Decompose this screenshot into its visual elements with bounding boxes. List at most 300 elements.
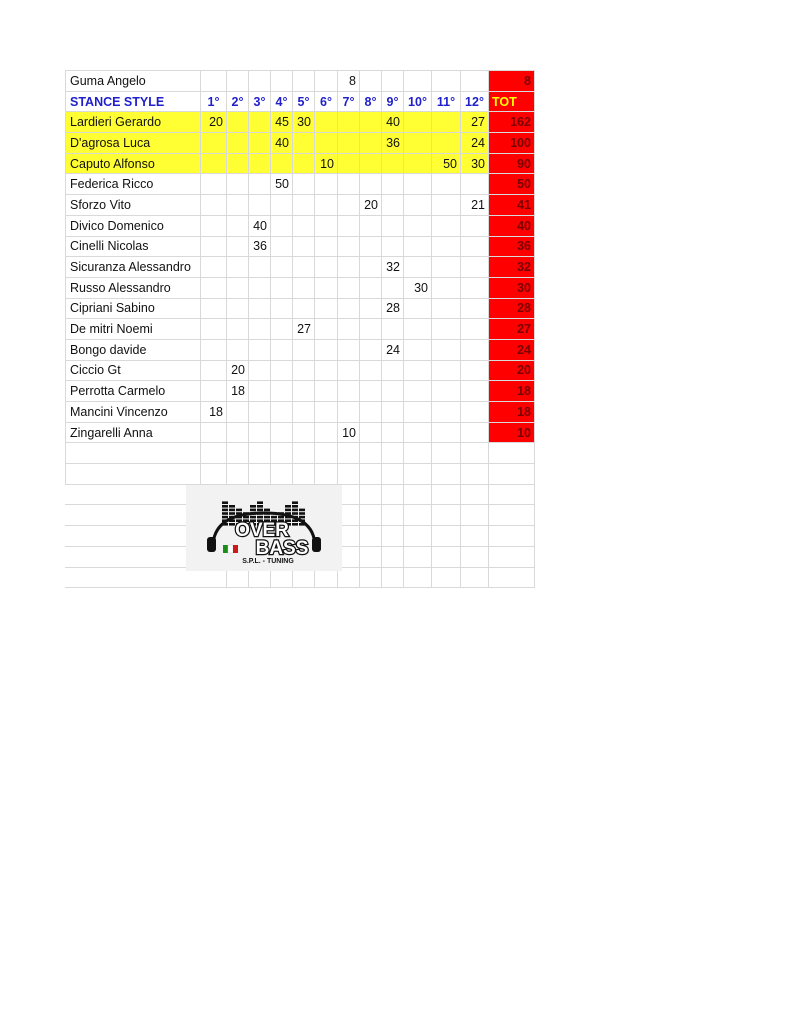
round-score [201, 71, 227, 92]
equalizer-bar [278, 516, 284, 519]
table-row [66, 277, 535, 298]
round-score: 50 [271, 174, 293, 195]
round-score [432, 360, 461, 381]
equalizer-bar [229, 505, 235, 508]
equalizer-bar [257, 509, 263, 512]
round-header: 4° [271, 91, 293, 112]
equalizer-bar [250, 505, 256, 508]
round-score [360, 112, 382, 133]
table-row [66, 339, 535, 360]
round-score [293, 381, 315, 402]
round-score [404, 298, 432, 319]
round-score [461, 236, 489, 257]
round-score: 30 [404, 277, 432, 298]
round-score [201, 174, 227, 195]
table-row [66, 257, 535, 278]
round-score [338, 174, 360, 195]
driver-name: Ciccio Gt [66, 360, 201, 381]
round-score [338, 339, 360, 360]
empty-cell [382, 505, 404, 526]
empty-cell [489, 526, 535, 547]
total-score: 27 [489, 319, 535, 340]
round-score [271, 71, 293, 92]
round-score [338, 298, 360, 319]
category-title: STANCE STYLE [66, 91, 201, 112]
round-score: 30 [461, 153, 489, 174]
round-score [271, 277, 293, 298]
table-row [66, 133, 535, 154]
empty-cell [432, 505, 461, 526]
equalizer-bar [236, 509, 242, 512]
round-score [271, 195, 293, 216]
round-score [201, 195, 227, 216]
round-score: 18 [227, 381, 249, 402]
round-score [432, 277, 461, 298]
round-score [432, 236, 461, 257]
round-score [461, 174, 489, 195]
empty-cell [404, 526, 432, 547]
round-score [432, 71, 461, 92]
round-score [404, 402, 432, 423]
round-score [360, 153, 382, 174]
overbass-logo [186, 485, 342, 571]
round-score [404, 71, 432, 92]
empty-cell [227, 464, 249, 485]
round-score [293, 195, 315, 216]
round-score [227, 215, 249, 236]
empty-cell [271, 443, 293, 464]
round-score [315, 215, 338, 236]
empty-cell [382, 484, 404, 505]
round-header: 1° [201, 91, 227, 112]
round-score [461, 360, 489, 381]
empty-cell [404, 567, 432, 588]
equalizer-bar [229, 509, 235, 512]
round-score [432, 195, 461, 216]
round-score [382, 71, 404, 92]
logo-tagline: S.P.L. - TUNING [242, 558, 294, 565]
empty-cell [66, 484, 201, 505]
round-score [404, 319, 432, 340]
round-score [227, 174, 249, 195]
total-header: TOT [489, 91, 535, 112]
round-score [360, 339, 382, 360]
round-score [271, 422, 293, 443]
round-score [227, 402, 249, 423]
table-row [66, 422, 535, 443]
round-score [315, 257, 338, 278]
round-score [249, 402, 271, 423]
empty-cell [489, 443, 535, 464]
round-score: 27 [293, 319, 315, 340]
round-score [249, 339, 271, 360]
total-score: 24 [489, 339, 535, 360]
empty-cell [66, 505, 201, 526]
round-score [227, 71, 249, 92]
total-score: 100 [489, 133, 535, 154]
round-score [382, 277, 404, 298]
empty-cell [249, 443, 271, 464]
round-score [271, 257, 293, 278]
table-row [66, 195, 535, 216]
round-score [249, 257, 271, 278]
round-score [201, 360, 227, 381]
round-score [382, 381, 404, 402]
round-score [293, 215, 315, 236]
round-score [382, 360, 404, 381]
round-score [404, 195, 432, 216]
round-header: 2° [227, 91, 249, 112]
empty-cell [461, 546, 489, 567]
empty-cell [404, 443, 432, 464]
driver-name: Mancini Vincenzo [66, 402, 201, 423]
round-score [382, 319, 404, 340]
logo-word-over: OVER [235, 520, 289, 541]
round-score [432, 257, 461, 278]
round-score [249, 381, 271, 402]
driver-name: Guma Angelo [66, 71, 201, 92]
flag-red-stripe [233, 545, 238, 553]
round-score: 10 [338, 422, 360, 443]
round-score [461, 319, 489, 340]
round-score [293, 298, 315, 319]
round-score [360, 381, 382, 402]
round-score [249, 71, 271, 92]
round-score [271, 215, 293, 236]
driver-name: Federica Ricco [66, 174, 201, 195]
total-score: 36 [489, 236, 535, 257]
round-score [293, 339, 315, 360]
round-score [227, 195, 249, 216]
empty-cell [432, 443, 461, 464]
round-score [338, 402, 360, 423]
round-score [315, 381, 338, 402]
total-score: 28 [489, 298, 535, 319]
empty-cell [461, 464, 489, 485]
equalizer-bar [222, 516, 228, 519]
round-score: 40 [249, 215, 271, 236]
round-score [432, 133, 461, 154]
round-score [201, 133, 227, 154]
round-score [432, 339, 461, 360]
empty-cell [432, 526, 461, 547]
round-score [315, 319, 338, 340]
empty-row [66, 443, 535, 464]
round-header: 8° [360, 91, 382, 112]
round-score [201, 236, 227, 257]
driver-name: Lardieri Gerardo [66, 112, 201, 133]
empty-cell [360, 505, 382, 526]
round-score [461, 215, 489, 236]
table-row [66, 298, 535, 319]
logo-word-bass: BASS [255, 538, 309, 559]
headphone-cup-left-icon [207, 537, 216, 552]
round-score [227, 319, 249, 340]
round-score: 20 [201, 112, 227, 133]
empty-cell [382, 526, 404, 547]
round-score [227, 236, 249, 257]
round-score [338, 319, 360, 340]
driver-name: De mitri Noemi [66, 319, 201, 340]
round-score [432, 381, 461, 402]
round-score: 8 [338, 71, 360, 92]
round-score [271, 339, 293, 360]
round-score [404, 153, 432, 174]
empty-cell [338, 464, 360, 485]
equalizer-bar [222, 512, 228, 515]
round-score [293, 174, 315, 195]
round-score [249, 319, 271, 340]
round-score [227, 112, 249, 133]
round-score: 27 [461, 112, 489, 133]
round-score [271, 360, 293, 381]
driver-name: Sforzo Vito [66, 195, 201, 216]
equalizer-bar [257, 501, 263, 504]
round-score [461, 71, 489, 92]
empty-cell [382, 567, 404, 588]
round-score [360, 402, 382, 423]
equalizer-bar [271, 516, 277, 519]
round-score [315, 112, 338, 133]
equalizer-bar [222, 505, 228, 508]
round-score [293, 71, 315, 92]
round-score [432, 422, 461, 443]
equalizer-bar [292, 512, 298, 515]
round-score [227, 422, 249, 443]
round-score [249, 360, 271, 381]
round-score [404, 360, 432, 381]
round-score [338, 277, 360, 298]
round-score [293, 257, 315, 278]
round-score [432, 402, 461, 423]
empty-cell [66, 567, 201, 588]
round-score: 28 [382, 298, 404, 319]
round-score [227, 257, 249, 278]
empty-cell [293, 464, 315, 485]
round-score [249, 277, 271, 298]
round-header: 7° [338, 91, 360, 112]
round-score [360, 360, 382, 381]
total-score: 18 [489, 381, 535, 402]
empty-cell [461, 484, 489, 505]
empty-cell [66, 464, 201, 485]
round-score [404, 236, 432, 257]
round-score [461, 381, 489, 402]
round-score [227, 298, 249, 319]
round-score [249, 298, 271, 319]
empty-cell [461, 567, 489, 588]
equalizer-bar [299, 516, 305, 519]
round-score [315, 298, 338, 319]
table-row [66, 319, 535, 340]
empty-cell [404, 505, 432, 526]
round-score [271, 153, 293, 174]
equalizer-bar [229, 512, 235, 515]
round-score [315, 174, 338, 195]
empty-cell [315, 443, 338, 464]
table-row [66, 153, 535, 174]
round-score [360, 319, 382, 340]
empty-cell [293, 443, 315, 464]
empty-cell [315, 464, 338, 485]
round-score [249, 112, 271, 133]
round-score: 40 [382, 112, 404, 133]
equalizer-bar [257, 505, 263, 508]
round-score [360, 422, 382, 443]
round-score [404, 133, 432, 154]
table-row [66, 174, 535, 195]
total-score: 18 [489, 402, 535, 423]
empty-cell [382, 546, 404, 567]
round-score [382, 422, 404, 443]
driver-name: Bongo davide [66, 339, 201, 360]
round-score [382, 236, 404, 257]
round-score: 18 [201, 402, 227, 423]
round-score [432, 298, 461, 319]
total-score: 40 [489, 215, 535, 236]
round-score: 36 [382, 133, 404, 154]
table-row [66, 71, 535, 92]
round-score [249, 422, 271, 443]
round-score [227, 339, 249, 360]
table-row [66, 402, 535, 423]
round-score: 50 [432, 153, 461, 174]
round-score: 40 [271, 133, 293, 154]
round-score [338, 360, 360, 381]
round-score [338, 257, 360, 278]
round-score [338, 153, 360, 174]
total-score: 8 [489, 71, 535, 92]
empty-cell [461, 443, 489, 464]
total-score: 90 [489, 153, 535, 174]
total-score: 20 [489, 360, 535, 381]
round-score [315, 236, 338, 257]
table-row [66, 112, 535, 133]
driver-name: Cinelli Nicolas [66, 236, 201, 257]
driver-name: Divico Domenico [66, 215, 201, 236]
round-header: 5° [293, 91, 315, 112]
round-score [271, 402, 293, 423]
round-score [360, 215, 382, 236]
round-score [338, 215, 360, 236]
empty-cell [271, 464, 293, 485]
empty-cell [66, 443, 201, 464]
round-score [461, 257, 489, 278]
equalizer-bar [264, 509, 270, 512]
empty-cell [489, 567, 535, 588]
flag-white-stripe [228, 545, 233, 553]
round-score [338, 195, 360, 216]
equalizer-bar [285, 505, 291, 508]
empty-cell [360, 484, 382, 505]
table-row [66, 360, 535, 381]
total-score: 50 [489, 174, 535, 195]
empty-cell [66, 526, 201, 547]
equalizer-bar [292, 505, 298, 508]
round-score [404, 381, 432, 402]
round-score [249, 153, 271, 174]
round-score [360, 133, 382, 154]
equalizer-bar [299, 509, 305, 512]
round-score [338, 236, 360, 257]
empty-cell [432, 484, 461, 505]
empty-cell [404, 464, 432, 485]
round-score [404, 257, 432, 278]
round-score [360, 277, 382, 298]
driver-name: Russo Alessandro [66, 277, 201, 298]
empty-cell [227, 443, 249, 464]
round-score [201, 153, 227, 174]
empty-cell [404, 484, 432, 505]
round-score: 24 [461, 133, 489, 154]
equalizer-bar [285, 509, 291, 512]
round-score [293, 153, 315, 174]
total-score: 10 [489, 422, 535, 443]
empty-cell [489, 505, 535, 526]
round-header: 3° [249, 91, 271, 112]
round-score [293, 236, 315, 257]
round-score [315, 195, 338, 216]
driver-name: Caputo Alfonso [66, 153, 201, 174]
round-score [201, 319, 227, 340]
equalizer-bar [250, 516, 256, 519]
round-score [293, 422, 315, 443]
equalizer-bar [264, 516, 270, 519]
empty-cell [432, 546, 461, 567]
round-score: 20 [227, 360, 249, 381]
equalizer-bar [250, 509, 256, 512]
round-score: 10 [315, 153, 338, 174]
round-score [315, 133, 338, 154]
round-score [461, 422, 489, 443]
round-score: 21 [461, 195, 489, 216]
table-row [66, 215, 535, 236]
round-score [382, 153, 404, 174]
equalizer-bar [257, 516, 263, 519]
round-score [249, 195, 271, 216]
equalizer-bar [222, 501, 228, 504]
round-score [404, 174, 432, 195]
round-score [271, 236, 293, 257]
round-score [293, 277, 315, 298]
driver-name: Perrotta Carmelo [66, 381, 201, 402]
round-score [227, 277, 249, 298]
driver-name: Sicuranza Alessandro [66, 257, 201, 278]
round-score [360, 71, 382, 92]
empty-cell [461, 526, 489, 547]
header-row [66, 91, 535, 112]
round-score [360, 298, 382, 319]
equalizer-bar [299, 512, 305, 515]
round-score [249, 174, 271, 195]
round-score [360, 174, 382, 195]
round-score [315, 71, 338, 92]
round-score [201, 215, 227, 236]
driver-name: Cipriani Sabino [66, 298, 201, 319]
table-row [66, 381, 535, 402]
round-score [461, 277, 489, 298]
round-score [461, 339, 489, 360]
round-score [360, 257, 382, 278]
round-score [338, 381, 360, 402]
empty-cell [404, 546, 432, 567]
round-score [382, 174, 404, 195]
round-score: 36 [249, 236, 271, 257]
round-score [338, 133, 360, 154]
empty-cell [338, 443, 360, 464]
total-score: 162 [489, 112, 535, 133]
round-score [360, 236, 382, 257]
